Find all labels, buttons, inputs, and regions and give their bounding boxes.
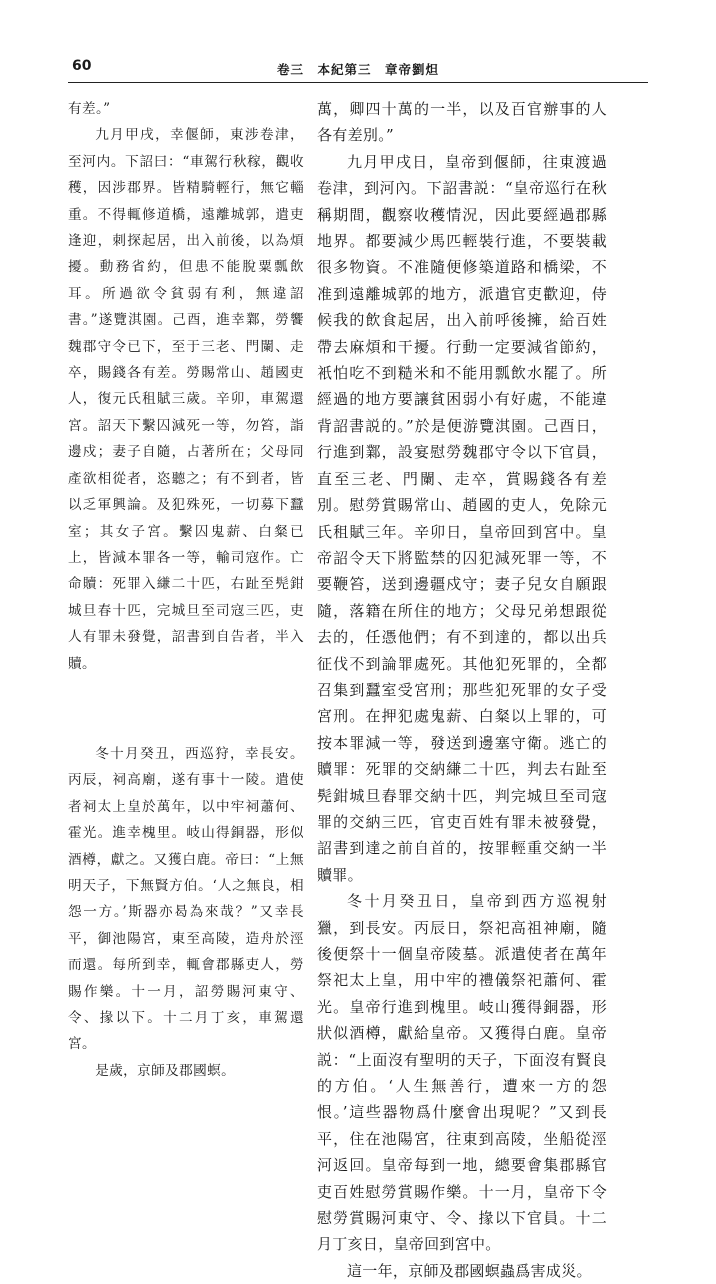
paragraph: 冬十月癸丑日，皇帝到西方巡視射獵，到長安。丙辰日，祭祀高祖神廟，隨後便祭十一個皇帝陵墓。派遣使者在萬年祭祀太上皇，用中牢的禮儀祭祀蕭何、霍光。皇帝行進到槐里。岐山獲得銅器，形狀似酒樽，獻給皇帝。又獲得白鹿。皇帝説：“上面沒有聖明的天子，下面沒有賢良的方伯。‘人生無善行，遭來一方的怨恨。’這些器物爲什麼會出現呢？”又到長平，住在池陽宮，往東到高陵，坐船從涇河返回。皇帝每到一地，總要會集郡縣官吏百姓慰勞賞賜作樂。十一月，皇帝下令慰勞賞賜河東守、令、掾以下官員。十二月丁亥日，皇帝回到宮中。 (317, 892, 607, 1254)
running-title: 卷三 本紀第三 章帝劉炟 (276, 62, 439, 77)
paragraph: 冬十月癸丑，西巡狩，幸長安。丙辰，祠高廟，遂有事十一陵。遣使者祠太上皇於萬年，以中牢祠蕭何、霍光。進幸槐里。岐山得銅器，形似酒樽，獻之。又獲白鹿。帝曰：“上無明天子，下無賢方伯。‘人之無良，相怨一方。’斯器亦曷為來哉？”又幸長平，御池陽宮，東至高陵，造舟於涇而還。每所到幸，輒會郡縣吏人，勞賜作樂。十一月，詔勞賜河東守、令、掾以下。十二月丁亥，車駕還宮。 (68, 745, 304, 1053)
paragraph: 九月甲戌，幸偃師，東涉卷津，至河内。下詔曰：“車駕行秋稼，觀收穫，因涉郡界。皆精騎輕行，無它輜重。不得輒修道橋，遠離城郭，遣吏逢迎，刺探起居，出入前後，以為煩擾。動務省約，但患不能脫粟瓢飲耳。所過欲令貧弱有利，無違詔書。”遂覽淇園。己酉，進幸鄴，勞饗魏郡守令已下，至于三老、門闌、走卒，賜錢各有差。勞賜常山、趙國吏人，復元氏租賦三歲。辛卯，車駕還宮。詔天下繫囚減死一等，勿笞，詣邊戍；妻子自隨，占著所在；父母同產欲相從者，恣聽之；有不到者，皆以乏軍興論。及犯殊死，一切募下蠶室；其女子宮。繫囚鬼薪、白粲已上，皆減本罪各一等，輸司寇作。亡命贖：死罪入縑二十匹，右趾至髡鉗城旦春十匹，完城旦至司寇三匹，吏人有罪未發覺，詔書到自告者，半入贖。 (68, 127, 304, 672)
paragraph: 萬，卿四十萬的一半，以及百官辦事的人各有差別。” (317, 100, 607, 145)
paragraph: 是歲，京師及郡國螟。 (95, 1062, 236, 1079)
paragraph: 九月甲戌日，皇帝到偃師，往東渡過卷津，到河內。下詔書説：“皇帝巡行在秋稱期間，觀察收穫情況，因此要經過郡縣地界。都要減少馬匹輕裝行進，不要裝載很多物資。不准隨便修築道路和橋梁，不准到遠離城郭的地方，派遣官吏歡迎，侍候我的飲食起居，出入前呼後擁，給百姓帶去麻煩和干擾。行動一定要減省節約，衹怕吃不到糙米和不能用瓢飲水罷了。所經過的地方要讓貧困弱小有好處，不能違背詔書説的。”於是便游覽淇園。己酉日，行進到鄴，設宴慰勞魏郡守令以下官員，直至三老、門闌、走卒，賞賜錢各有差別。慰勞賞賜常山、趙國的吏人，免除元氏租賦三年。辛卯日，皇帝回到宮中。皇帝詔令天下將監禁的囚犯減死罪一等，不要鞭笞，送到邊疆戍守；妻子兒女自願跟隨，落籍在所住的地方；父母兄弟想跟從去的，任憑他們；有不到達的，都以出兵征伐不到論罪處死。其他犯死罪的，全都召集到蠶室受宮刑；那些犯死罪的女子受宮刑。在押犯處鬼薪、白粲以上罪的，可按本罪減一等，發送到邊塞守衛。逃亡的贖罪：死罪的交納縑二十匹，判去右趾至髡鉗城旦舂罪交納十匹，判完城旦至司寇罪的交納三匹，官吏百姓有罪未被發覺，詔書到達之前自首的，按罪輕重交納一半贖罪。 (317, 152, 607, 884)
classical-text-column (68, 96, 304, 1084)
paragraph: 這一年，京師及郡國螟蟲爲害成災。 (347, 1261, 592, 1280)
page-header (68, 56, 648, 83)
translation-text-column (317, 96, 607, 1284)
page-number: 60 (72, 58, 92, 74)
column-gap (68, 677, 304, 741)
paragraph: 有差。” (68, 101, 111, 117)
